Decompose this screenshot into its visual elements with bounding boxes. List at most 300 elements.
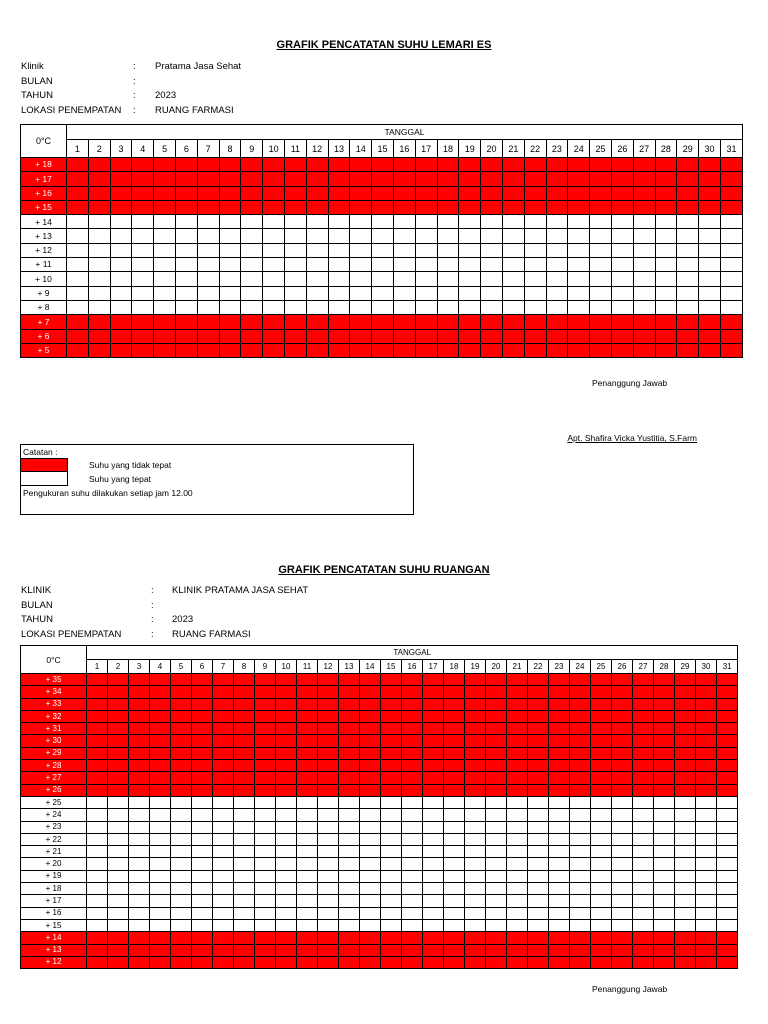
record-cell[interactable] <box>612 932 633 944</box>
record-cell[interactable] <box>402 932 423 944</box>
record-cell[interactable] <box>549 907 570 919</box>
record-cell[interactable] <box>154 229 176 243</box>
record-cell[interactable] <box>263 272 285 286</box>
record-cell[interactable] <box>444 674 465 686</box>
record-cell[interactable] <box>129 956 150 968</box>
record-cell[interactable] <box>654 772 675 784</box>
record-cell[interactable] <box>255 674 276 686</box>
record-cell[interactable] <box>502 329 524 343</box>
record-cell[interactable] <box>318 821 339 833</box>
record-cell[interactable] <box>154 258 176 272</box>
record-cell[interactable] <box>339 747 360 759</box>
record-cell[interactable] <box>171 821 192 833</box>
record-cell[interactable] <box>350 172 372 186</box>
record-cell[interactable] <box>696 784 717 796</box>
record-cell[interactable] <box>459 186 481 200</box>
record-cell[interactable] <box>423 883 444 895</box>
record-cell[interactable] <box>444 686 465 698</box>
record-cell[interactable] <box>360 796 381 808</box>
record-cell[interactable] <box>306 243 328 257</box>
record-cell[interactable] <box>88 200 110 214</box>
record-cell[interactable] <box>197 200 219 214</box>
record-cell[interactable] <box>612 821 633 833</box>
record-cell[interactable] <box>717 821 738 833</box>
record-cell[interactable] <box>423 772 444 784</box>
record-cell[interactable] <box>696 735 717 747</box>
record-cell[interactable] <box>150 735 171 747</box>
record-cell[interactable] <box>108 747 129 759</box>
record-cell[interactable] <box>88 172 110 186</box>
record-cell[interactable] <box>213 883 234 895</box>
record-cell[interactable] <box>129 784 150 796</box>
record-cell[interactable] <box>234 710 255 722</box>
record-cell[interactable] <box>213 932 234 944</box>
record-cell[interactable] <box>402 833 423 845</box>
record-cell[interactable] <box>284 258 306 272</box>
record-cell[interactable] <box>591 858 612 870</box>
record-cell[interactable] <box>306 272 328 286</box>
record-cell[interactable] <box>87 772 108 784</box>
record-cell[interactable] <box>350 243 372 257</box>
record-cell[interactable] <box>154 329 176 343</box>
record-cell[interactable] <box>696 796 717 808</box>
record-cell[interactable] <box>381 858 402 870</box>
record-cell[interactable] <box>549 772 570 784</box>
record-cell[interactable] <box>284 229 306 243</box>
record-cell[interactable] <box>654 710 675 722</box>
record-cell[interactable] <box>276 883 297 895</box>
record-cell[interactable] <box>675 809 696 821</box>
record-cell[interactable] <box>129 747 150 759</box>
record-cell[interactable] <box>276 772 297 784</box>
record-cell[interactable] <box>633 710 654 722</box>
record-cell[interactable] <box>393 258 415 272</box>
record-cell[interactable] <box>423 846 444 858</box>
record-cell[interactable] <box>437 200 459 214</box>
record-cell[interactable] <box>570 846 591 858</box>
record-cell[interactable] <box>415 258 437 272</box>
record-cell[interactable] <box>360 870 381 882</box>
record-cell[interactable] <box>549 858 570 870</box>
record-cell[interactable] <box>67 300 89 314</box>
record-cell[interactable] <box>528 686 549 698</box>
record-cell[interactable] <box>437 315 459 329</box>
record-cell[interactable] <box>192 919 213 931</box>
record-cell[interactable] <box>507 735 528 747</box>
record-cell[interactable] <box>696 907 717 919</box>
record-cell[interactable] <box>633 858 654 870</box>
record-cell[interactable] <box>633 272 655 286</box>
record-cell[interactable] <box>423 784 444 796</box>
record-cell[interactable] <box>633 186 655 200</box>
record-cell[interactable] <box>696 932 717 944</box>
record-cell[interactable] <box>276 698 297 710</box>
record-cell[interactable] <box>696 919 717 931</box>
record-cell[interactable] <box>276 895 297 907</box>
record-cell[interactable] <box>699 300 721 314</box>
record-cell[interactable] <box>633 747 654 759</box>
record-cell[interactable] <box>633 674 654 686</box>
record-cell[interactable] <box>255 772 276 784</box>
record-cell[interactable] <box>486 735 507 747</box>
record-cell[interactable] <box>88 272 110 286</box>
record-cell[interactable] <box>67 286 89 300</box>
record-cell[interactable] <box>486 932 507 944</box>
record-cell[interactable] <box>502 258 524 272</box>
record-cell[interactable] <box>570 809 591 821</box>
record-cell[interactable] <box>197 172 219 186</box>
record-cell[interactable] <box>465 846 486 858</box>
record-cell[interactable] <box>381 932 402 944</box>
record-cell[interactable] <box>67 258 89 272</box>
record-cell[interactable] <box>192 858 213 870</box>
record-cell[interactable] <box>654 698 675 710</box>
record-cell[interactable] <box>234 674 255 686</box>
record-cell[interactable] <box>459 258 481 272</box>
record-cell[interactable] <box>549 723 570 735</box>
record-cell[interactable] <box>219 272 241 286</box>
record-cell[interactable] <box>213 772 234 784</box>
record-cell[interactable] <box>88 329 110 343</box>
record-cell[interactable] <box>154 172 176 186</box>
record-cell[interactable] <box>306 229 328 243</box>
record-cell[interactable] <box>570 760 591 772</box>
record-cell[interactable] <box>192 760 213 772</box>
record-cell[interactable] <box>654 870 675 882</box>
record-cell[interactable] <box>415 286 437 300</box>
record-cell[interactable] <box>372 229 394 243</box>
record-cell[interactable] <box>507 809 528 821</box>
record-cell[interactable] <box>234 907 255 919</box>
record-cell[interactable] <box>696 698 717 710</box>
record-cell[interactable] <box>154 200 176 214</box>
record-cell[interactable] <box>612 735 633 747</box>
record-cell[interactable] <box>720 329 742 343</box>
record-cell[interactable] <box>549 809 570 821</box>
record-cell[interactable] <box>393 186 415 200</box>
record-cell[interactable] <box>654 674 675 686</box>
record-cell[interactable] <box>423 747 444 759</box>
record-cell[interactable] <box>297 686 318 698</box>
record-cell[interactable] <box>717 760 738 772</box>
record-cell[interactable] <box>502 286 524 300</box>
record-cell[interactable] <box>350 343 372 357</box>
record-cell[interactable] <box>297 796 318 808</box>
record-cell[interactable] <box>175 286 197 300</box>
record-cell[interactable] <box>339 821 360 833</box>
record-cell[interactable] <box>360 907 381 919</box>
record-cell[interactable] <box>717 796 738 808</box>
record-cell[interactable] <box>677 258 699 272</box>
record-cell[interactable] <box>524 229 546 243</box>
record-cell[interactable] <box>393 158 415 172</box>
record-cell[interactable] <box>549 833 570 845</box>
record-cell[interactable] <box>87 796 108 808</box>
record-cell[interactable] <box>611 243 633 257</box>
record-cell[interactable] <box>590 258 612 272</box>
record-cell[interactable] <box>129 723 150 735</box>
record-cell[interactable] <box>675 858 696 870</box>
record-cell[interactable] <box>154 158 176 172</box>
record-cell[interactable] <box>415 343 437 357</box>
record-cell[interactable] <box>154 300 176 314</box>
record-cell[interactable] <box>219 243 241 257</box>
record-cell[interactable] <box>328 200 350 214</box>
record-cell[interactable] <box>720 243 742 257</box>
record-cell[interactable] <box>87 686 108 698</box>
record-cell[interactable] <box>437 186 459 200</box>
record-cell[interactable] <box>87 698 108 710</box>
record-cell[interactable] <box>677 343 699 357</box>
record-cell[interactable] <box>524 172 546 186</box>
record-cell[interactable] <box>633 821 654 833</box>
record-cell[interactable] <box>633 343 655 357</box>
record-cell[interactable] <box>129 858 150 870</box>
record-cell[interactable] <box>720 158 742 172</box>
record-cell[interactable] <box>546 286 568 300</box>
record-cell[interactable] <box>87 723 108 735</box>
record-cell[interactable] <box>350 300 372 314</box>
record-cell[interactable] <box>696 723 717 735</box>
record-cell[interactable] <box>696 883 717 895</box>
record-cell[interactable] <box>276 710 297 722</box>
record-cell[interactable] <box>263 343 285 357</box>
record-cell[interactable] <box>372 200 394 214</box>
record-cell[interactable] <box>129 698 150 710</box>
record-cell[interactable] <box>350 315 372 329</box>
record-cell[interactable] <box>328 172 350 186</box>
record-cell[interactable] <box>654 809 675 821</box>
record-cell[interactable] <box>546 200 568 214</box>
record-cell[interactable] <box>263 186 285 200</box>
record-cell[interactable] <box>318 919 339 931</box>
record-cell[interactable] <box>549 919 570 931</box>
record-cell[interactable] <box>524 243 546 257</box>
record-cell[interactable] <box>360 858 381 870</box>
record-cell[interactable] <box>611 172 633 186</box>
record-cell[interactable] <box>339 698 360 710</box>
record-cell[interactable] <box>437 272 459 286</box>
record-cell[interactable] <box>675 907 696 919</box>
record-cell[interactable] <box>381 821 402 833</box>
record-cell[interactable] <box>654 944 675 956</box>
record-cell[interactable] <box>612 883 633 895</box>
record-cell[interactable] <box>633 686 654 698</box>
record-cell[interactable] <box>360 772 381 784</box>
record-cell[interactable] <box>524 286 546 300</box>
record-cell[interactable] <box>717 747 738 759</box>
record-cell[interactable] <box>129 907 150 919</box>
record-cell[interactable] <box>87 932 108 944</box>
record-cell[interactable] <box>486 846 507 858</box>
record-cell[interactable] <box>591 821 612 833</box>
record-cell[interactable] <box>175 343 197 357</box>
record-cell[interactable] <box>507 944 528 956</box>
record-cell[interactable] <box>297 883 318 895</box>
record-cell[interactable] <box>633 229 655 243</box>
record-cell[interactable] <box>360 710 381 722</box>
record-cell[interactable] <box>528 772 549 784</box>
record-cell[interactable] <box>88 243 110 257</box>
record-cell[interactable] <box>339 735 360 747</box>
record-cell[interactable] <box>306 158 328 172</box>
record-cell[interactable] <box>129 772 150 784</box>
record-cell[interactable] <box>568 158 590 172</box>
record-cell[interactable] <box>129 821 150 833</box>
record-cell[interactable] <box>524 186 546 200</box>
record-cell[interactable] <box>465 932 486 944</box>
record-cell[interactable] <box>192 883 213 895</box>
record-cell[interactable] <box>486 809 507 821</box>
record-cell[interactable] <box>465 747 486 759</box>
record-cell[interactable] <box>570 944 591 956</box>
record-cell[interactable] <box>213 796 234 808</box>
record-cell[interactable] <box>444 846 465 858</box>
record-cell[interactable] <box>381 907 402 919</box>
record-cell[interactable] <box>276 833 297 845</box>
record-cell[interactable] <box>175 272 197 286</box>
record-cell[interactable] <box>568 172 590 186</box>
record-cell[interactable] <box>393 200 415 214</box>
record-cell[interactable] <box>263 329 285 343</box>
record-cell[interactable] <box>110 329 132 343</box>
record-cell[interactable] <box>318 674 339 686</box>
record-cell[interactable] <box>339 784 360 796</box>
record-cell[interactable] <box>171 858 192 870</box>
record-cell[interactable] <box>129 919 150 931</box>
record-cell[interactable] <box>350 229 372 243</box>
record-cell[interactable] <box>234 944 255 956</box>
record-cell[interactable] <box>372 243 394 257</box>
record-cell[interactable] <box>677 243 699 257</box>
record-cell[interactable] <box>528 760 549 772</box>
record-cell[interactable] <box>465 821 486 833</box>
record-cell[interactable] <box>612 870 633 882</box>
record-cell[interactable] <box>423 710 444 722</box>
record-cell[interactable] <box>612 772 633 784</box>
record-cell[interactable] <box>171 870 192 882</box>
record-cell[interactable] <box>197 272 219 286</box>
record-cell[interactable] <box>213 723 234 735</box>
record-cell[interactable] <box>528 674 549 686</box>
record-cell[interactable] <box>655 200 677 214</box>
record-cell[interactable] <box>591 698 612 710</box>
record-cell[interactable] <box>171 784 192 796</box>
record-cell[interactable] <box>318 833 339 845</box>
record-cell[interactable] <box>263 172 285 186</box>
record-cell[interactable] <box>459 200 481 214</box>
record-cell[interactable] <box>339 846 360 858</box>
record-cell[interactable] <box>192 698 213 710</box>
record-cell[interactable] <box>234 858 255 870</box>
record-cell[interactable] <box>171 907 192 919</box>
record-cell[interactable] <box>481 158 503 172</box>
record-cell[interactable] <box>284 315 306 329</box>
record-cell[interactable] <box>524 215 546 229</box>
record-cell[interactable] <box>486 833 507 845</box>
record-cell[interactable] <box>699 329 721 343</box>
record-cell[interactable] <box>255 710 276 722</box>
record-cell[interactable] <box>255 735 276 747</box>
record-cell[interactable] <box>372 315 394 329</box>
record-cell[interactable] <box>150 846 171 858</box>
record-cell[interactable] <box>132 186 154 200</box>
record-cell[interactable] <box>306 200 328 214</box>
record-cell[interactable] <box>372 343 394 357</box>
record-cell[interactable] <box>677 315 699 329</box>
record-cell[interactable] <box>528 858 549 870</box>
record-cell[interactable] <box>318 809 339 821</box>
record-cell[interactable] <box>175 158 197 172</box>
record-cell[interactable] <box>255 956 276 968</box>
record-cell[interactable] <box>213 809 234 821</box>
record-cell[interactable] <box>234 796 255 808</box>
record-cell[interactable] <box>486 747 507 759</box>
record-cell[interactable] <box>591 907 612 919</box>
record-cell[interactable] <box>108 919 129 931</box>
record-cell[interactable] <box>465 698 486 710</box>
record-cell[interactable] <box>675 735 696 747</box>
record-cell[interactable] <box>197 343 219 357</box>
record-cell[interactable] <box>360 883 381 895</box>
record-cell[interactable] <box>402 723 423 735</box>
record-cell[interactable] <box>633 944 654 956</box>
record-cell[interactable] <box>486 870 507 882</box>
record-cell[interactable] <box>276 919 297 931</box>
record-cell[interactable] <box>129 932 150 944</box>
record-cell[interactable] <box>402 870 423 882</box>
record-cell[interactable] <box>423 919 444 931</box>
record-cell[interactable] <box>549 895 570 907</box>
record-cell[interactable] <box>154 215 176 229</box>
record-cell[interactable] <box>437 300 459 314</box>
record-cell[interactable] <box>590 172 612 186</box>
record-cell[interactable] <box>132 315 154 329</box>
record-cell[interactable] <box>393 300 415 314</box>
record-cell[interactable] <box>481 200 503 214</box>
record-cell[interactable] <box>486 858 507 870</box>
record-cell[interactable] <box>549 932 570 944</box>
record-cell[interactable] <box>108 907 129 919</box>
record-cell[interactable] <box>276 760 297 772</box>
record-cell[interactable] <box>150 710 171 722</box>
record-cell[interactable] <box>219 329 241 343</box>
record-cell[interactable] <box>263 158 285 172</box>
record-cell[interactable] <box>633 760 654 772</box>
record-cell[interactable] <box>568 315 590 329</box>
record-cell[interactable] <box>234 784 255 796</box>
record-cell[interactable] <box>339 809 360 821</box>
record-cell[interactable] <box>108 723 129 735</box>
record-cell[interactable] <box>402 674 423 686</box>
record-cell[interactable] <box>423 735 444 747</box>
record-cell[interactable] <box>318 870 339 882</box>
record-cell[interactable] <box>402 760 423 772</box>
record-cell[interactable] <box>465 858 486 870</box>
record-cell[interactable] <box>88 215 110 229</box>
record-cell[interactable] <box>437 258 459 272</box>
record-cell[interactable] <box>612 698 633 710</box>
record-cell[interactable] <box>67 243 89 257</box>
record-cell[interactable] <box>696 895 717 907</box>
record-cell[interactable] <box>350 186 372 200</box>
record-cell[interactable] <box>507 883 528 895</box>
record-cell[interactable] <box>699 343 721 357</box>
record-cell[interactable] <box>486 784 507 796</box>
record-cell[interactable] <box>171 833 192 845</box>
record-cell[interactable] <box>611 315 633 329</box>
record-cell[interactable] <box>234 686 255 698</box>
